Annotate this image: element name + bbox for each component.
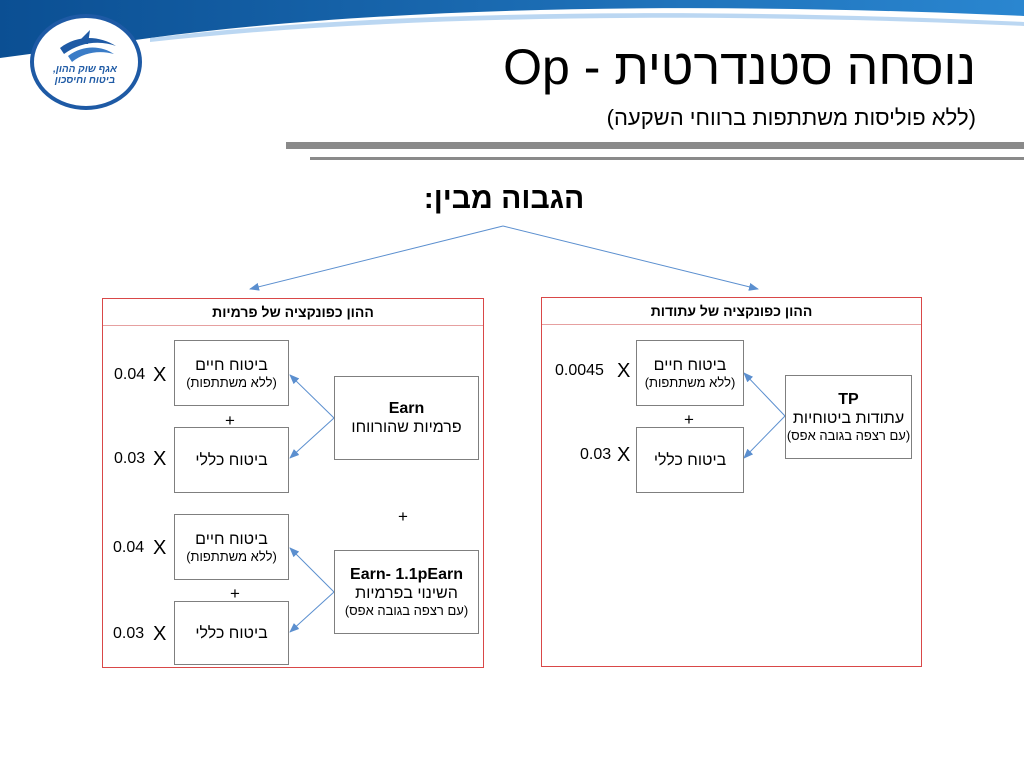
lead-text: הגבוה מבין: [423,182,585,215]
general-insurance-box-2 [174,601,289,665]
plus-sign: + [225,411,235,430]
tp-note: (עם רצפה בגובה אפס) [786,428,911,443]
plus-sign-between-groups: + [398,507,408,526]
life-note: (ללא משתתפות) [186,374,277,390]
right-panel-heading: ההון כפונקציה של עתודות [542,298,921,325]
tp-source-box [785,375,912,459]
multiply-sign: X [153,364,167,386]
general-insurance-box-1 [174,427,289,493]
multiply-sign: X [153,537,167,559]
earn-source-box [334,376,479,460]
life-label: ביטוח חיים [653,356,727,374]
general-label: ביטוח כללי [195,451,268,469]
general-coef-1: 0.03 [114,450,146,467]
multiply-sign: X [153,448,167,470]
multiply-sign: X [617,360,631,382]
life-insurance-box-2 [174,514,289,580]
life-coef-3: 0.0045 [555,362,604,379]
life-insurance-box-1 [174,340,289,406]
multiply-sign: X [153,623,167,645]
life-coef-1: 0.04 [114,366,146,383]
general-insurance-box-3 [636,427,744,493]
earn-change-note: (עם רצפה בגובה אפס) [344,603,469,618]
life-note: (ללא משתתפות) [644,374,736,390]
logo-text: אגף שוק ההון, ביטוח וחיסכון [53,64,117,86]
life-label: ביטוח חיים [195,356,268,374]
general-coef-3: 0.03 [580,446,612,463]
earn-desc: פרמיות שהורווחו [351,419,462,436]
earn-change-desc: השינוי בפרמיות [355,585,458,602]
life-note: (ללא משתתפות) [186,548,277,564]
earn-change-title: Earn- 1.1pEarn [350,566,463,583]
tp-title: TP [838,391,859,408]
plus-sign: + [230,584,240,603]
tp-desc: עתודות ביטוחיות [792,410,905,427]
page-subtitle: (ללא פוליסות משתתפות ברווחי השקעה) [606,105,976,130]
earn-title: Earn [388,400,425,417]
general-label: ביטוח כללי [195,624,268,642]
left-panel-heading: ההון כפונקציה של פרמיות [103,299,483,326]
page-title: נוסחה סטנדרטית - Op [503,39,976,95]
life-insurance-box-3 [636,340,744,406]
multiply-sign: X [617,444,631,466]
life-label: ביטוח חיים [195,530,268,548]
general-coef-2: 0.03 [113,625,145,642]
plus-sign: + [684,410,694,429]
life-coef-2: 0.04 [113,539,145,556]
general-label: ביטוח כללי [653,451,727,469]
earn-change-source-box [334,550,479,634]
